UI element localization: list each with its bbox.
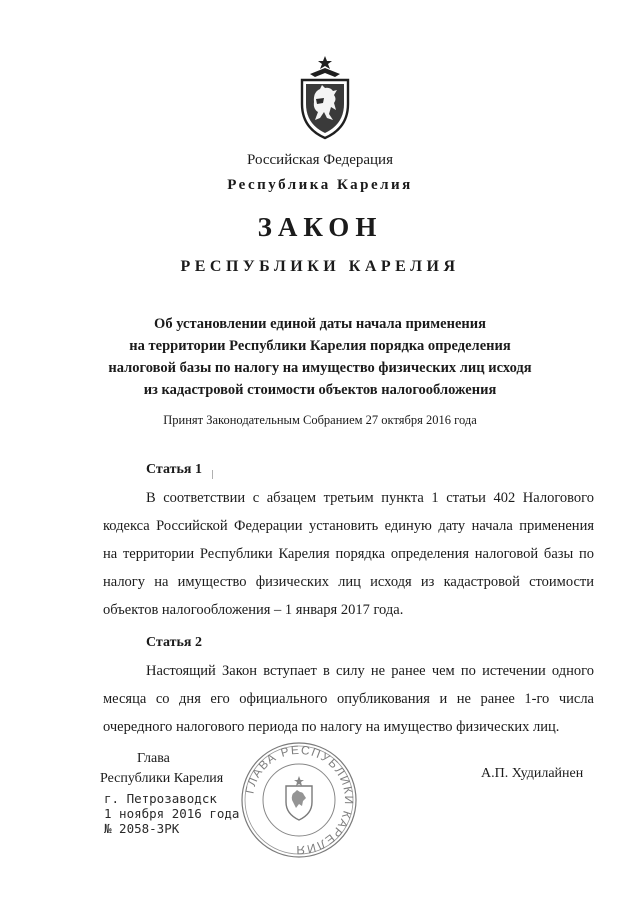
article-1-line: объектов налогообложения – 1 января 2017 года. [103,602,404,618]
signatory-name: А.П. Худилайнен [481,766,584,781]
article-1-body [0,484,640,624]
article-2-line: Настоящий Закон вступает в силу не ранее чем по истечении одного [146,663,594,679]
registration-number: № 2058-ЗРК [104,821,180,836]
document-type-heading: ЗАКОН [257,212,383,242]
law-title [0,313,640,401]
article-1-heading: Статья 1 [146,462,202,477]
law-title-line: на территории Республики Карелия порядка определения [129,338,511,354]
article-2-line: очередного налогового периода по налогу на имущество физических лиц. [103,719,560,735]
signatory-position [100,749,223,789]
karelia-coat-of-arms-icon [296,54,354,140]
law-title-line: Об установлении единой даты начала применения [154,316,486,332]
scan-mark [212,470,213,479]
signatory-position-line: Республики Карелия [100,771,224,786]
article-1-line: на территории Республики Карелия порядка определения налоговой базы по [103,546,594,562]
registration-date: 1 ноября 2016 года [104,806,240,821]
article-1-line: налогу на имущество физических лиц исходя из кадастровой стоимости [103,574,594,590]
registration-block [104,791,239,836]
article-1-line: кодекса Российской Федерации установить единую дату начала применения [103,518,594,534]
article-2-body [0,657,640,741]
article-1-line: В соответствии с абзацем третьим пункта 1 статьи 402 Налогового [146,490,594,506]
article-2-heading: Статья 2 [146,635,202,650]
article-2-line: месяца со дня его официального опубликования и не ранее 1-го числа [103,691,594,707]
document-issuer-heading: РЕСПУБЛИКИ КАРЕЛИЯ [180,258,460,275]
signatory-position-line: Глава [137,751,170,766]
law-title-line: из кадастровой стоимости объектов налогообложения [143,382,497,398]
republic-name: Республика Карелия [227,177,413,193]
official-round-stamp-icon [239,740,359,860]
stamp-text: ГЛАВА РЕСПУБЛИКИ КАРЕЛИЯ [242,742,357,858]
law-title-line: налоговой базы по налогу на имущество физических лиц исходя [108,360,532,376]
country-name: Российская Федерация [247,152,393,168]
registration-city: г. Петрозаводск [104,791,217,806]
adoption-note: Принят Законодательным Собранием 27 октября 2016 года [163,413,477,427]
